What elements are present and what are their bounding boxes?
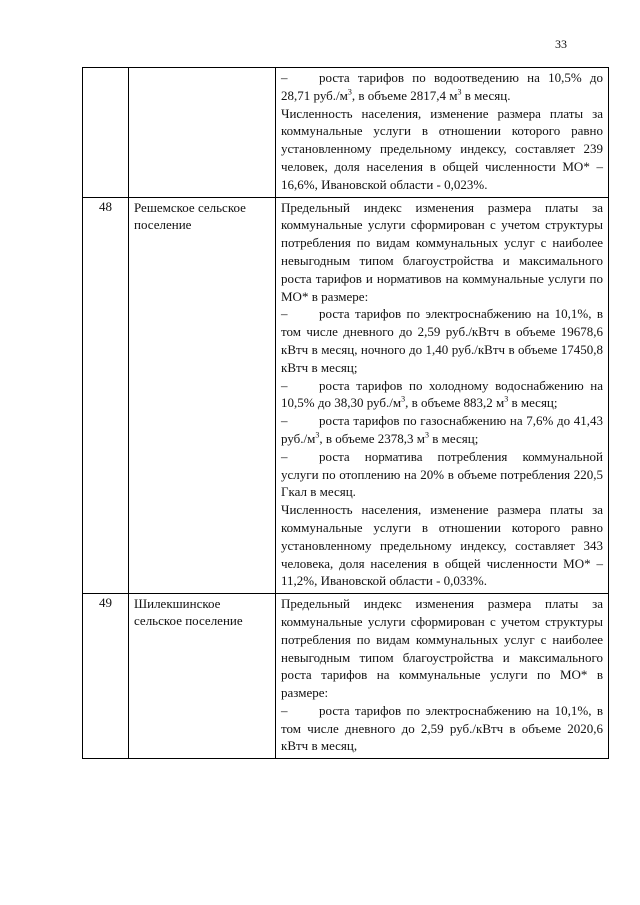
paragraph: Численность населения, изменение размера платы за коммунальные услуги в отношении которого равно установленному предельному индексу, составляет 343 человека, доля населения в общей численности МО* – 11,2%, Ивановской области - 0,033%. [281,502,603,589]
row-number [83,68,129,198]
dash-marker: – [281,413,288,429]
paragraph: Предельный индекс изменения размера платы за коммунальные услуги сформирован с учетом структуры потребления по видам коммунальных услуг с наиболее невыгодным типом благоустройства и максимального роста тарифов на коммунальные услуги по МО* в размере: [281,596,603,701]
table-row [83,68,609,198]
bullet-text: роста тарифов по холодному водоснабжению на 10,5% до 38,30 $руб./м^3$, в объеме 883,2 $м^3$ в месяц; [281,377,603,411]
municipality-name: Шилекшинское сельское поселение [129,594,276,759]
paragraph: Численность населения, изменение размера платы за коммунальные услуги в отношении которого равно установленному предельному индексу, составляет 239 человек, доля населения в общей численности МО* – 16,6%, Ивановской области - 0,023%. [281,105,603,192]
bullet-text: роста тарифов по электроснабжению на 10,1%, в том числе дневного до 2,59 руб./кВтч в объеме 2020,6 кВтч в месяц, [281,702,603,754]
bullet-item [281,412,603,448]
dash-marker: – [281,70,288,85]
description-cell [276,594,609,759]
dash-marker: – [281,702,288,718]
bullet-text: роста тарифов по водоотведению на 10,5% до 28,71 $руб./м^3$, в объеме 2817,4 $м^3$ в месяц. [281,70,603,103]
bullet-item [281,305,603,376]
dash-marker: – [281,377,288,393]
table-row [83,197,609,594]
bullet-text: роста тарифов по электроснабжению на 10,1%, в том числе дневного до 2,59 руб./кВтч в объеме 19678,6 кВтч в месяц, ночного до 1,40 руб./кВтч в объеме 17450,8 кВтч в месяц; [281,306,603,375]
row-number: 48 [83,197,129,594]
page-number: 33 [555,37,567,51]
bullet-item [281,702,603,755]
description-cell [276,197,609,594]
bullet-text: роста тарифов по газоснабжению на 7,6% до 41,43 $руб./м^3$, в объеме 2378,3 $м^3$ в месяц; [281,413,603,446]
dash-marker: – [281,306,288,322]
table-row [83,594,609,759]
tariff-table [82,67,609,759]
bullet-item [281,448,603,501]
municipality-name: Решемское сельское поселение [129,197,276,594]
bullet-item [281,377,603,413]
paragraph: Предельный индекс изменения размера платы за коммунальные услуги сформирован с учетом структуры потребления по видам коммунальных услуг с наиболее невыгодным типом благоустройства и максимального роста тарифов и нормативов на коммунальные услуги по МО* в размере: [281,199,603,304]
description-cell [276,68,609,198]
dash-marker: – [281,448,288,464]
row-number: 49 [83,594,129,759]
bullet-item [281,69,603,105]
bullet-text: роста норматива потребления коммунальной услуги по отоплению на 20% в объеме потребления 220,5 Гкал в месяц. [281,448,603,500]
municipality-name [129,68,276,198]
